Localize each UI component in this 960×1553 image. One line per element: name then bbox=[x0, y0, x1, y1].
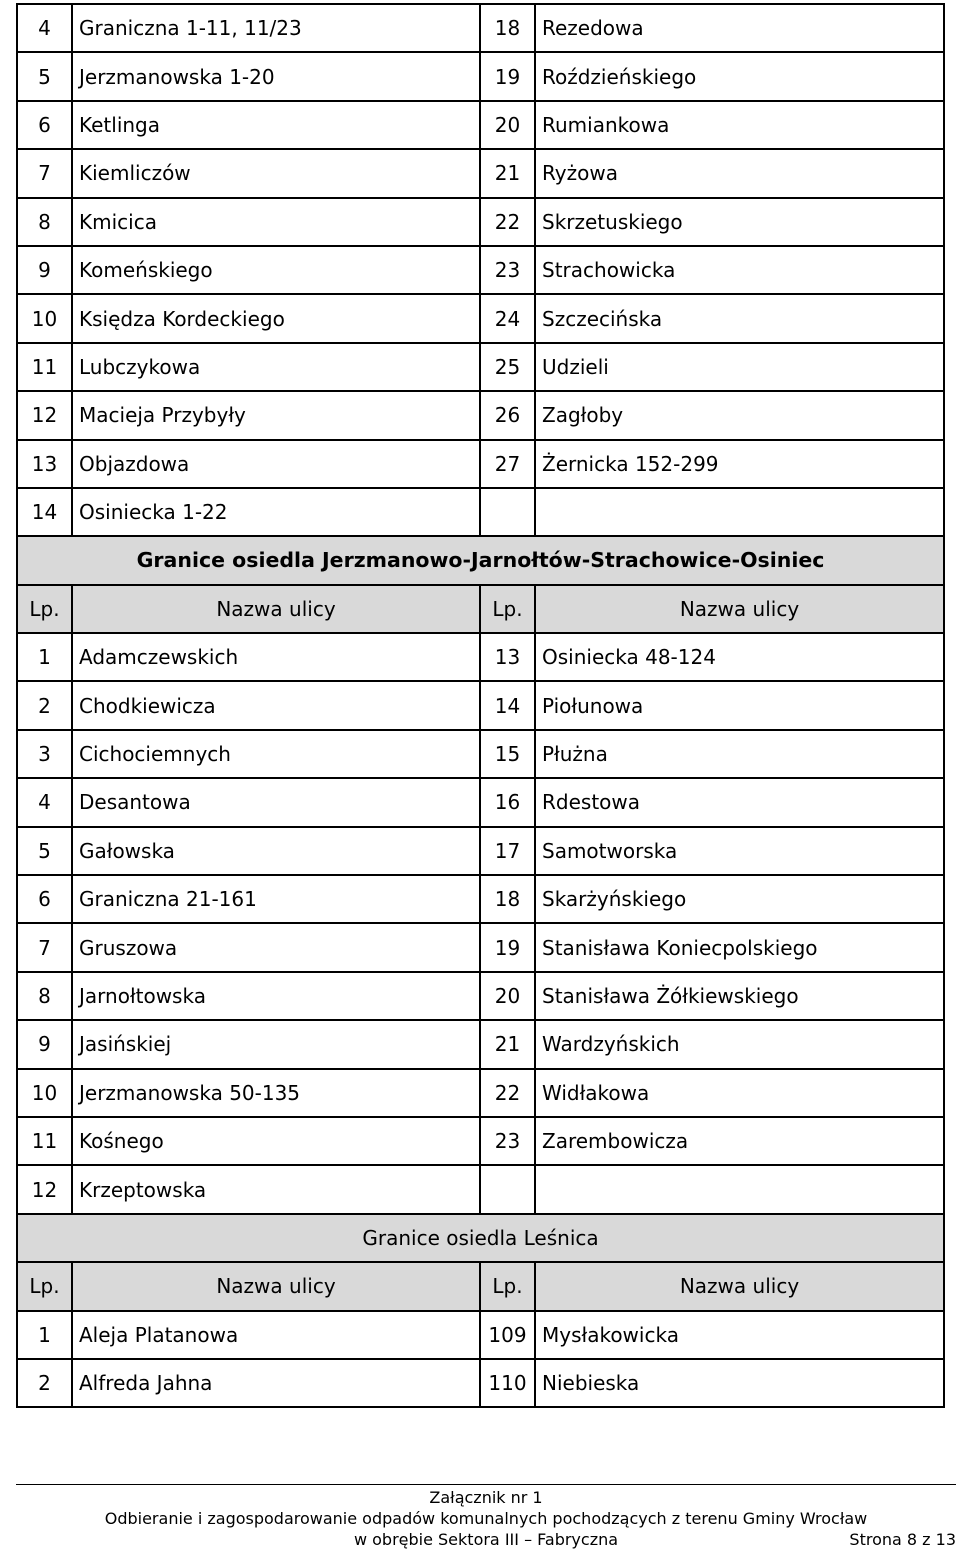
row-number: 25 bbox=[480, 343, 535, 391]
row-number: 4 bbox=[17, 778, 72, 826]
street-name: Widłakowa bbox=[535, 1069, 944, 1117]
streets-table bbox=[16, 3, 945, 1408]
street-name: Udzieli bbox=[535, 343, 944, 391]
street-name: Cichociemnych bbox=[72, 730, 480, 778]
street-name: Desantowa bbox=[72, 778, 480, 826]
street-name: Osiniecka 1-22 bbox=[72, 488, 480, 536]
row-number: 19 bbox=[480, 52, 535, 100]
header-lp: Lp. bbox=[480, 585, 535, 633]
row-number: 24 bbox=[480, 294, 535, 342]
table-row bbox=[17, 52, 944, 100]
header-lp: Lp. bbox=[480, 1262, 535, 1310]
row-number bbox=[480, 1165, 535, 1213]
street-name: Niebieska bbox=[535, 1359, 944, 1407]
row-number: 17 bbox=[480, 827, 535, 875]
row-number: 22 bbox=[480, 198, 535, 246]
street-name: Kośnego bbox=[72, 1117, 480, 1165]
footer-divider bbox=[16, 1484, 956, 1485]
street-name: Ketlinga bbox=[72, 101, 480, 149]
table-row bbox=[17, 681, 944, 729]
street-name: Stanisława Koniecpolskiego bbox=[535, 923, 944, 971]
row-number: 1 bbox=[17, 1311, 72, 1359]
row-number: 109 bbox=[480, 1311, 535, 1359]
street-name: Alfreda Jahna bbox=[72, 1359, 480, 1407]
table-row bbox=[17, 633, 944, 681]
row-number bbox=[480, 488, 535, 536]
streets-table-body bbox=[17, 4, 944, 1407]
table-row bbox=[17, 923, 944, 971]
row-number: 11 bbox=[17, 1117, 72, 1165]
row-number: 18 bbox=[480, 875, 535, 923]
street-name: Ryżowa bbox=[535, 149, 944, 197]
street-name: Skarżyńskiego bbox=[535, 875, 944, 923]
street-name: Kmicica bbox=[72, 198, 480, 246]
street-name: Księdza Kordeckiego bbox=[72, 294, 480, 342]
street-name: Objazdowa bbox=[72, 440, 480, 488]
street-name bbox=[535, 488, 944, 536]
section-title-row bbox=[17, 536, 944, 584]
table-row bbox=[17, 343, 944, 391]
street-name: Mysłakowicka bbox=[535, 1311, 944, 1359]
row-number: 12 bbox=[17, 1165, 72, 1213]
street-name: Zagłoby bbox=[535, 391, 944, 439]
table-row bbox=[17, 875, 944, 923]
header-street-name: Nazwa ulicy bbox=[535, 1262, 944, 1310]
table-row bbox=[17, 198, 944, 246]
row-number: 4 bbox=[17, 4, 72, 52]
street-name: Płużna bbox=[535, 730, 944, 778]
row-number: 21 bbox=[480, 149, 535, 197]
section-title: Granice osiedla Leśnica bbox=[17, 1214, 944, 1262]
street-name: Gruszowa bbox=[72, 923, 480, 971]
row-number: 5 bbox=[17, 52, 72, 100]
row-number: 22 bbox=[480, 1069, 535, 1117]
street-name: Chodkiewicza bbox=[72, 681, 480, 729]
street-name: Adamczewskich bbox=[72, 633, 480, 681]
street-name: Strachowicka bbox=[535, 246, 944, 294]
row-number: 7 bbox=[17, 923, 72, 971]
row-number: 3 bbox=[17, 730, 72, 778]
street-name: Zarembowicza bbox=[535, 1117, 944, 1165]
street-name: Lubczykowa bbox=[72, 343, 480, 391]
row-number: 9 bbox=[17, 1020, 72, 1068]
table-row bbox=[17, 246, 944, 294]
table-row bbox=[17, 778, 944, 826]
footer-attachment: Załącznik nr 1 bbox=[429, 1488, 543, 1507]
table-row bbox=[17, 149, 944, 197]
street-name: Jarnołtowska bbox=[72, 972, 480, 1020]
table-row bbox=[17, 730, 944, 778]
row-number: 27 bbox=[480, 440, 535, 488]
page-footer bbox=[16, 1487, 956, 1550]
table-row bbox=[17, 1165, 944, 1213]
row-number: 8 bbox=[17, 198, 72, 246]
street-name: Aleja Platanowa bbox=[72, 1311, 480, 1359]
row-number: 8 bbox=[17, 972, 72, 1020]
street-name: Stanisława Żółkiewskiego bbox=[535, 972, 944, 1020]
section-title: Granice osiedla Jerzmanowo-Jarnołtów-Strachowice-Osiniec bbox=[17, 536, 944, 584]
column-header-row bbox=[17, 585, 944, 633]
street-name: Jerzmanowska 50-135 bbox=[72, 1069, 480, 1117]
header-street-name: Nazwa ulicy bbox=[535, 585, 944, 633]
row-number: 20 bbox=[480, 972, 535, 1020]
row-number: 21 bbox=[480, 1020, 535, 1068]
table-row bbox=[17, 4, 944, 52]
row-number: 1 bbox=[17, 633, 72, 681]
table-row bbox=[17, 1069, 944, 1117]
footer-bottom-line bbox=[16, 1529, 956, 1550]
table-row bbox=[17, 101, 944, 149]
street-name: Roździeńskiego bbox=[535, 52, 944, 100]
table-row bbox=[17, 1117, 944, 1165]
row-number: 19 bbox=[480, 923, 535, 971]
table-row bbox=[17, 1020, 944, 1068]
header-street-name: Nazwa ulicy bbox=[72, 585, 480, 633]
row-number: 23 bbox=[480, 246, 535, 294]
street-name: Graniczna 21-161 bbox=[72, 875, 480, 923]
footer-sector: w obrębie Sektora III – Fabryczna bbox=[353, 1530, 619, 1549]
street-name: Rezedowa bbox=[535, 4, 944, 52]
street-name: Osiniecka 48-124 bbox=[535, 633, 944, 681]
row-number: 14 bbox=[480, 681, 535, 729]
row-number: 11 bbox=[17, 343, 72, 391]
row-number: 5 bbox=[17, 827, 72, 875]
table-row bbox=[17, 391, 944, 439]
street-name: Szczecińska bbox=[535, 294, 944, 342]
row-number: 13 bbox=[17, 440, 72, 488]
street-name: Jerzmanowska 1-20 bbox=[72, 52, 480, 100]
street-name: Macieja Przybyły bbox=[72, 391, 480, 439]
row-number: 10 bbox=[17, 294, 72, 342]
row-number: 7 bbox=[17, 149, 72, 197]
street-name bbox=[535, 1165, 944, 1213]
page-number: Strona 8 z 13 bbox=[849, 1530, 956, 1549]
footer-description: Odbieranie i zagospodarowanie odpadów komunalnych pochodzących z terenu Gminy Wrocław bbox=[104, 1509, 868, 1528]
row-number: 2 bbox=[17, 681, 72, 729]
row-number: 6 bbox=[17, 875, 72, 923]
table-row bbox=[17, 1359, 944, 1407]
row-number: 15 bbox=[480, 730, 535, 778]
row-number: 23 bbox=[480, 1117, 535, 1165]
street-name: Żernicka 152-299 bbox=[535, 440, 944, 488]
row-number: 14 bbox=[17, 488, 72, 536]
row-number: 20 bbox=[480, 101, 535, 149]
row-number: 9 bbox=[17, 246, 72, 294]
row-number: 26 bbox=[480, 391, 535, 439]
column-header-row bbox=[17, 1262, 944, 1310]
header-street-name: Nazwa ulicy bbox=[72, 1262, 480, 1310]
street-name: Graniczna 1-11, 11/23 bbox=[72, 4, 480, 52]
street-name: Kiemliczów bbox=[72, 149, 480, 197]
street-name: Jasińskiej bbox=[72, 1020, 480, 1068]
row-number: 10 bbox=[17, 1069, 72, 1117]
street-name: Skrzetuskiego bbox=[535, 198, 944, 246]
street-name: Komeńskiego bbox=[72, 246, 480, 294]
row-number: 6 bbox=[17, 101, 72, 149]
header-lp: Lp. bbox=[17, 585, 72, 633]
table-row bbox=[17, 488, 944, 536]
row-number: 13 bbox=[480, 633, 535, 681]
street-name: Wardzyńskich bbox=[535, 1020, 944, 1068]
street-name: Rumiankowa bbox=[535, 101, 944, 149]
row-number: 110 bbox=[480, 1359, 535, 1407]
table-row bbox=[17, 972, 944, 1020]
street-name: Samotworska bbox=[535, 827, 944, 875]
table-row bbox=[17, 294, 944, 342]
section-title-row bbox=[17, 1214, 944, 1262]
row-number: 18 bbox=[480, 4, 535, 52]
street-name: Gałowska bbox=[72, 827, 480, 875]
table-row bbox=[17, 440, 944, 488]
table-row bbox=[17, 1311, 944, 1359]
row-number: 16 bbox=[480, 778, 535, 826]
street-name: Piołunowa bbox=[535, 681, 944, 729]
street-name: Rdestowa bbox=[535, 778, 944, 826]
table-row bbox=[17, 827, 944, 875]
row-number: 12 bbox=[17, 391, 72, 439]
row-number: 2 bbox=[17, 1359, 72, 1407]
street-name: Krzeptowska bbox=[72, 1165, 480, 1213]
header-lp: Lp. bbox=[17, 1262, 72, 1310]
